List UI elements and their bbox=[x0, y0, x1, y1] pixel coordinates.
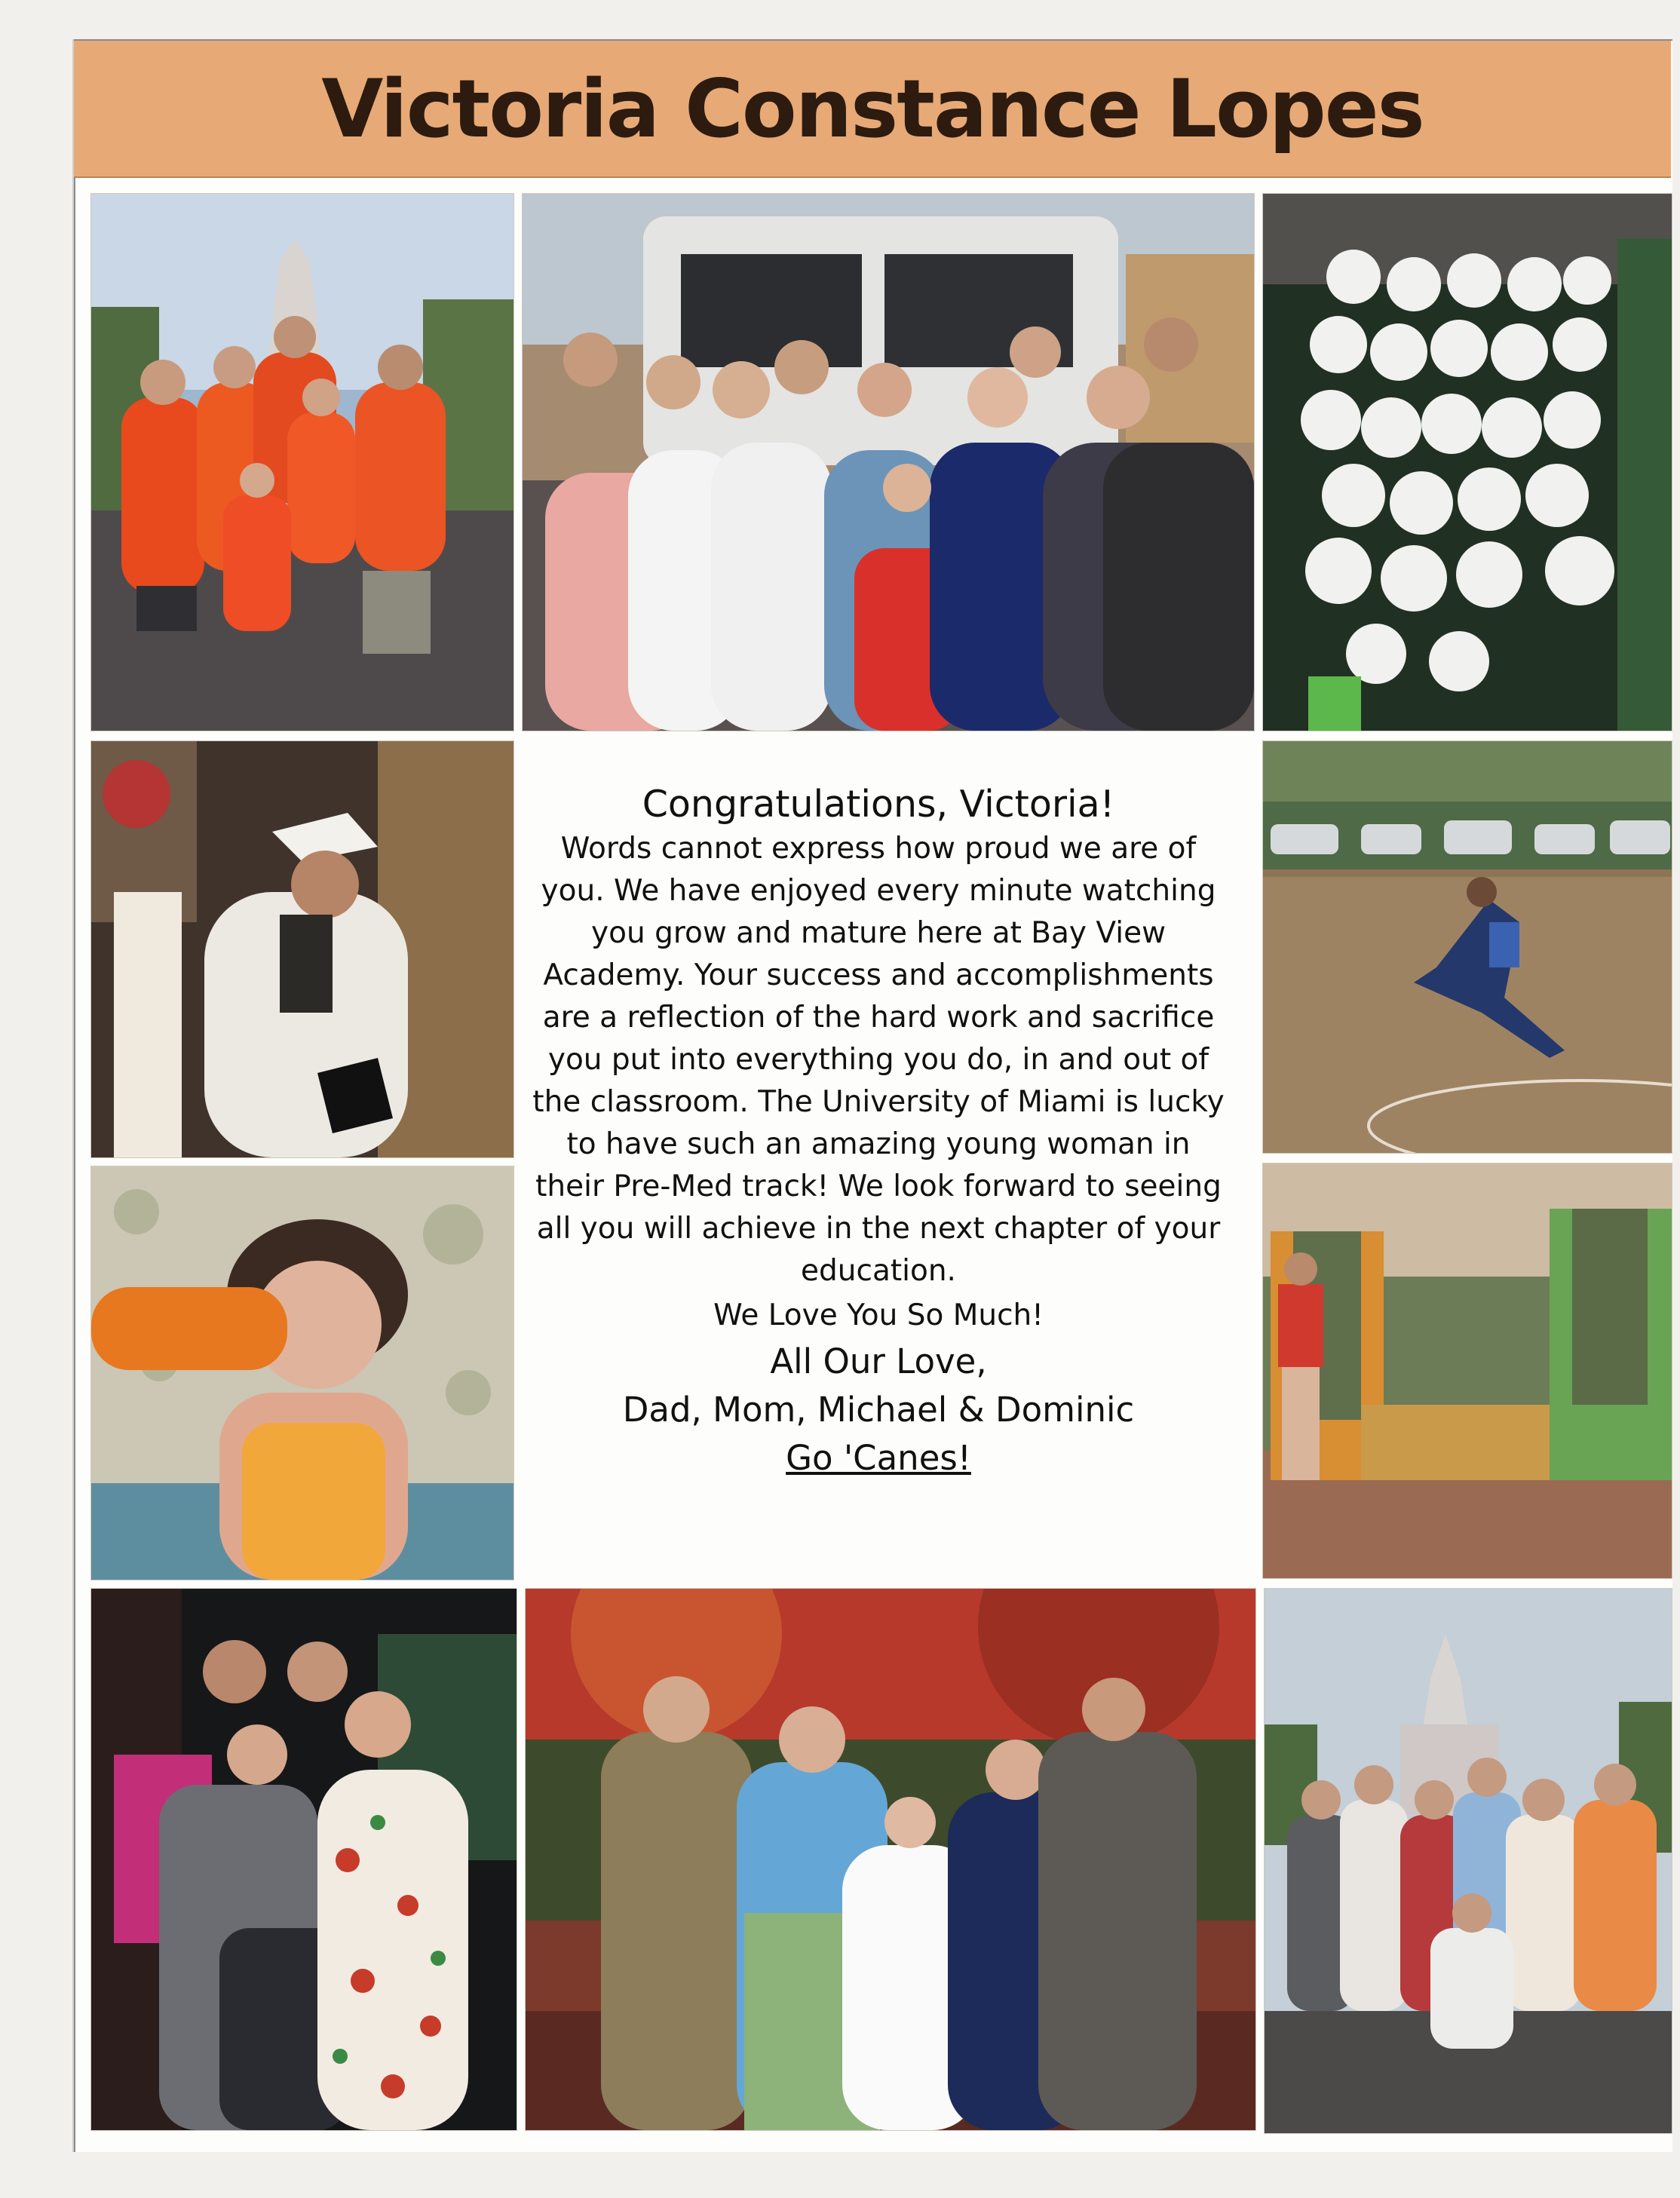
love-line: We Love You So Much! bbox=[713, 1298, 1044, 1332]
signature-line: Dad, Mom, Michael & Dominic bbox=[622, 1390, 1135, 1430]
reunion-group-photo bbox=[1262, 193, 1672, 731]
closing-line: All Our Love, bbox=[770, 1341, 987, 1381]
go-canes-line: Go 'Canes! bbox=[786, 1438, 971, 1478]
formal-family-photo bbox=[90, 1588, 517, 2131]
softball-pitcher-photo bbox=[1262, 740, 1672, 1154]
eighth-grade-graduation-photo bbox=[90, 740, 514, 1158]
title-banner bbox=[74, 41, 1671, 178]
message-heading: Congratulations, Victoria! bbox=[642, 783, 1115, 826]
family-at-disney-photo bbox=[90, 193, 514, 731]
congratulations-message bbox=[528, 781, 1229, 1573]
group-at-castle-photo bbox=[1264, 1588, 1672, 2134]
family-group-by-van-photo bbox=[522, 193, 1255, 731]
page-title: Victoria Constance Lopes bbox=[321, 62, 1424, 155]
university-u-statue-photo bbox=[1262, 1163, 1672, 1579]
toddler-with-bottle-photo bbox=[90, 1166, 514, 1580]
message-body: Words cannot express how proud we are of you. We have enjoyed every minute watching you grow and mature here at Bay View Academy. Your success and accomplishments are a reflection of the hard work and sacrifice you put into everything you do, in and out of the classroom. The University of Miami is lucky to have such an amazing young woman in their Pre-Med track! We look forward to seeing all you will achieve in the next chapter of your education. bbox=[532, 832, 1225, 1288]
first-communion-photo bbox=[525, 1588, 1256, 2131]
